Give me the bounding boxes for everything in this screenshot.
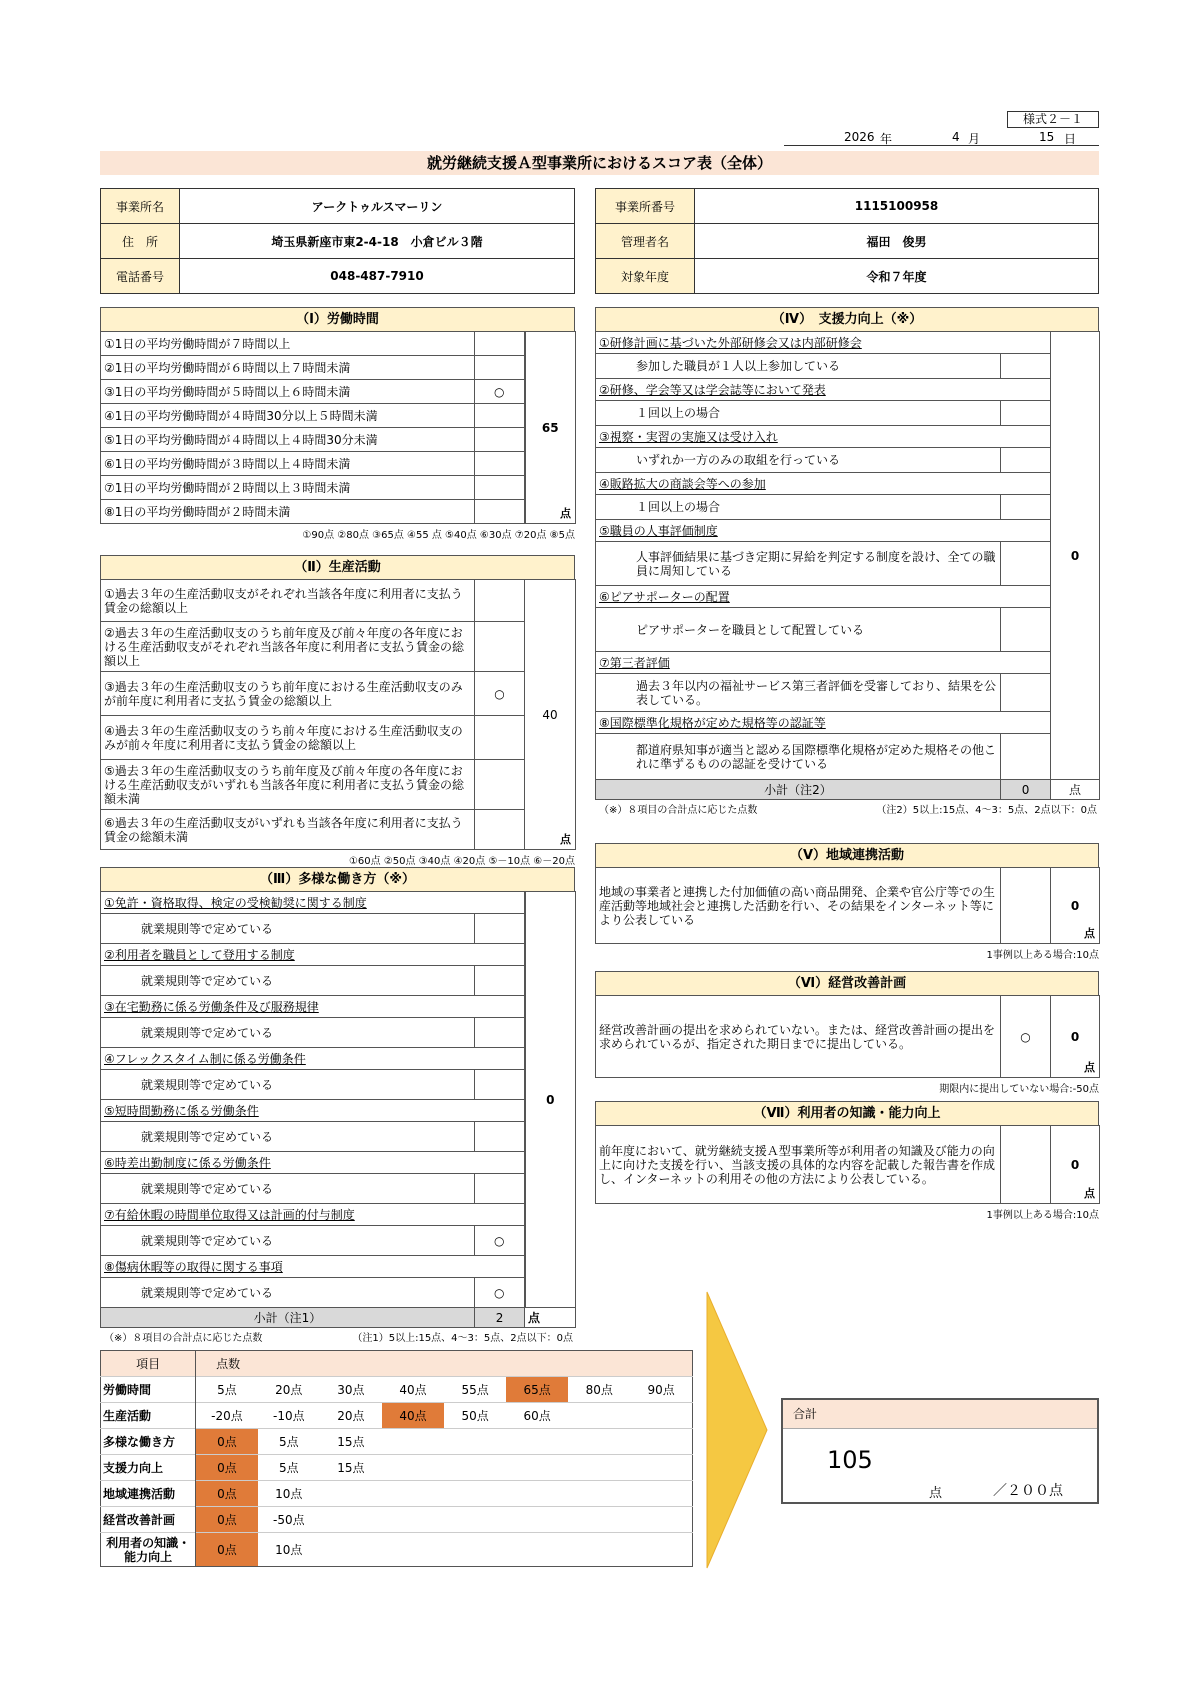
item-4-head: ④フレックスタイム制に係る労働条件 bbox=[104, 1051, 306, 1066]
head-points: 点数 bbox=[216, 1357, 241, 1371]
score-value: 65 bbox=[541, 420, 559, 435]
date-year: 2026 bbox=[844, 130, 875, 144]
points-cell: 10点 bbox=[258, 1533, 320, 1567]
check-cell[interactable] bbox=[475, 1070, 525, 1100]
check-cell[interactable] bbox=[475, 1174, 525, 1204]
points-cell: 0点 bbox=[196, 1507, 258, 1533]
point-unit: 点 bbox=[1084, 1187, 1095, 1200]
subtotal-value: 2 bbox=[475, 1308, 525, 1328]
points-cell bbox=[382, 1507, 444, 1533]
check-cell[interactable]: ○ bbox=[475, 672, 525, 716]
check-cell[interactable] bbox=[475, 622, 525, 672]
check-cell[interactable] bbox=[1001, 401, 1051, 426]
score-value: 0 bbox=[1070, 1157, 1080, 1172]
points-cell: 55点 bbox=[444, 1377, 506, 1403]
points-row bbox=[101, 1533, 693, 1567]
criteria-text: 地域の事業者と連携した付加価値の高い商品開発、企業や官公庁等での生産活動等地域社会と連携した活動を行い、その結果をインターネット等により公表している bbox=[596, 868, 1001, 944]
score-value: 0 bbox=[1070, 898, 1080, 913]
check-cell[interactable] bbox=[475, 760, 525, 810]
item-5-head: ⑤職員の人事評価制度 bbox=[599, 523, 718, 538]
points-row-label: 支援力向上 bbox=[101, 1455, 196, 1481]
item-3-sub: いずれか一方のみの取組を行っている bbox=[596, 448, 1001, 473]
item-1: ①1日の平均労働時間が７時間以上 bbox=[101, 332, 475, 356]
score-note: 1事例以上ある場合:10点 bbox=[986, 1210, 1099, 1221]
points-cell bbox=[568, 1507, 630, 1533]
item-2-head: ②研修、学会等又は学会誌等において発表 bbox=[599, 382, 826, 397]
points-cell bbox=[630, 1533, 692, 1567]
points-row-label: 生産活動 bbox=[101, 1403, 196, 1429]
head-item: 項目 bbox=[101, 1351, 196, 1377]
item-1-sub: 参加した職員が１人以上参加している bbox=[596, 354, 1001, 379]
points-cell: 0点 bbox=[196, 1481, 258, 1507]
note-left: （※）８項目の合計点に応じた点数 bbox=[599, 805, 758, 816]
subtotal-label: 小計（注2） bbox=[596, 780, 1001, 800]
section-working-hours bbox=[100, 307, 575, 541]
facility-address: 埼玉県新座市東2-4-18 小倉ビル３階 bbox=[180, 224, 575, 259]
points-cell bbox=[568, 1533, 630, 1567]
points-cell bbox=[568, 1429, 630, 1455]
check-cell[interactable] bbox=[475, 356, 525, 380]
section-title: （Ⅵ）経営改善計画 bbox=[595, 971, 1099, 995]
score-value: 0 bbox=[1070, 1029, 1080, 1044]
score-cell bbox=[525, 580, 576, 850]
facility-info-right bbox=[595, 188, 1099, 294]
label-address: 住 所 bbox=[101, 224, 180, 259]
total-unit: 点 bbox=[929, 1486, 943, 1501]
points-cell bbox=[382, 1533, 444, 1567]
facility-number: 1115100958 bbox=[695, 189, 1099, 224]
item-4-title bbox=[101, 1048, 525, 1070]
points-cell: 5点 bbox=[196, 1377, 258, 1403]
points-cell: 40点 bbox=[382, 1403, 444, 1429]
points-cell: 15点 bbox=[320, 1455, 382, 1481]
item-3-title bbox=[101, 996, 525, 1018]
points-row-label: 労働時間 bbox=[101, 1377, 196, 1403]
section-title: （Ⅶ）利用者の知識・能力向上 bbox=[595, 1101, 1099, 1125]
item-4-title bbox=[596, 473, 1051, 495]
points-cell: 40点 bbox=[382, 1377, 444, 1403]
score-legend: ①60点 ②50点 ③40点 ④20点 ⑤－10点 ⑥－20点 bbox=[348, 856, 575, 867]
check-cell[interactable] bbox=[475, 966, 525, 996]
item-8-title bbox=[596, 712, 1051, 734]
label-facility-name: 事業所名 bbox=[101, 189, 180, 224]
manager-name: 福田 俊男 bbox=[695, 224, 1099, 259]
section-title: （Ⅰ）労働時間 bbox=[100, 307, 575, 331]
item-1: ①過去３年の生産活動収支がそれぞれ当該各年度に利用者に支払う賃金の総額以上 bbox=[101, 580, 475, 622]
item-5: ⑤1日の平均労働時間が４時間以上４時間30分未満 bbox=[101, 428, 475, 452]
point-unit: 点 bbox=[525, 1308, 576, 1328]
facility-phone: 048-487-7910 bbox=[180, 259, 575, 294]
points-cell: 0点 bbox=[196, 1533, 258, 1567]
points-cell bbox=[630, 1455, 692, 1481]
item-7-head: ⑦有給休暇の時間単位取得又は計画的付与制度 bbox=[104, 1207, 355, 1222]
item-6-head: ⑥ピアサポーターの配置 bbox=[599, 589, 730, 604]
point-unit: 点 bbox=[1084, 927, 1095, 940]
points-table bbox=[100, 1350, 693, 1567]
points-row bbox=[101, 1429, 693, 1455]
points-cell bbox=[506, 1507, 568, 1533]
points-cell bbox=[630, 1507, 692, 1533]
check-cell[interactable] bbox=[475, 914, 525, 944]
points-cell: 10点 bbox=[258, 1481, 320, 1507]
item-1-title bbox=[596, 332, 1051, 354]
item-7-sub: 就業規則等で定めている bbox=[101, 1226, 475, 1256]
points-cell: 5点 bbox=[258, 1429, 320, 1455]
check-cell[interactable] bbox=[1001, 448, 1051, 473]
points-cell bbox=[630, 1429, 692, 1455]
arrow-icon bbox=[705, 1290, 773, 1570]
item-2: ②過去３年の生産活動収支のうち前年度及び前々年度の各年度における生産活動収支がそれぞれ当該各年度に利用者に支払う賃金の総額以上 bbox=[101, 622, 475, 672]
date-day-unit: 日 bbox=[1064, 132, 1077, 146]
check-cell[interactable] bbox=[475, 1018, 525, 1048]
item-5-sub: 就業規則等で定めている bbox=[101, 1122, 475, 1152]
points-cell bbox=[506, 1481, 568, 1507]
check-cell[interactable] bbox=[1001, 734, 1051, 780]
item-7-title bbox=[101, 1204, 525, 1226]
points-cell bbox=[320, 1481, 382, 1507]
points-cell bbox=[568, 1403, 630, 1429]
points-cell bbox=[568, 1481, 630, 1507]
points-cell bbox=[506, 1533, 568, 1567]
check-cell[interactable] bbox=[475, 332, 525, 356]
section-user-skills bbox=[595, 1101, 1099, 1221]
item-6-sub: ピアサポーターを職員として配置している bbox=[596, 608, 1001, 652]
date-line bbox=[784, 128, 1099, 146]
points-cell: -20点 bbox=[196, 1403, 258, 1429]
item-2-sub: 就業規則等で定めている bbox=[101, 966, 475, 996]
score-legend: ①90点 ②80点 ③65点 ④55 点 ⑤40点 ⑥30点 ⑦20点 ⑧5点 bbox=[302, 530, 575, 541]
points-cell bbox=[444, 1455, 506, 1481]
item-6: ⑥1日の平均労働時間が３時間以上４時間未満 bbox=[101, 452, 475, 476]
points-row-label: 利用者の知識・能力向上 bbox=[101, 1533, 196, 1567]
item-6-title bbox=[101, 1152, 525, 1174]
item-3-head: ③在宅勤務に係る労働条件及び服務規律 bbox=[104, 999, 319, 1014]
check-cell[interactable] bbox=[1001, 674, 1051, 712]
item-1-head: ①研修計画に基づいた外部研修会又は内部研修会 bbox=[599, 335, 862, 350]
item-4: ④過去３年の生産活動収支のうち前々年度における生産活動収支のみが前々年度に利用者に支払う賃金の総額以上 bbox=[101, 716, 475, 760]
section-title: （Ⅱ）生産活動 bbox=[100, 555, 575, 579]
points-cell bbox=[630, 1481, 692, 1507]
score-value: 0 bbox=[1051, 332, 1100, 780]
label-manager: 管理者名 bbox=[596, 224, 695, 259]
item-8: ⑧1日の平均労働時間が２時間未満 bbox=[101, 500, 475, 524]
check-cell[interactable] bbox=[475, 500, 525, 524]
form-id: 様式２－１ bbox=[1007, 111, 1099, 128]
points-cell bbox=[444, 1429, 506, 1455]
facility-info-left bbox=[100, 188, 575, 294]
check-cell[interactable] bbox=[475, 1122, 525, 1152]
section-title: （Ⅴ）地域連携活動 bbox=[595, 843, 1099, 867]
point-unit: 点 bbox=[1084, 1061, 1095, 1074]
total-value: 105 bbox=[827, 1446, 873, 1474]
points-cell bbox=[382, 1481, 444, 1507]
item-8-head: ⑧傷病休暇等の取得に関する事項 bbox=[104, 1259, 283, 1274]
item-8-sub: 就業規則等で定めている bbox=[101, 1278, 475, 1308]
points-row bbox=[101, 1455, 693, 1481]
item-2-head: ②利用者を職員として登用する制度 bbox=[104, 947, 295, 962]
date-day: 15 bbox=[1039, 130, 1055, 144]
item-4-head: ④販路拡大の商談会等への参加 bbox=[599, 476, 766, 491]
target-year: 令和７年度 bbox=[695, 259, 1099, 294]
check-cell[interactable]: ○ bbox=[475, 1278, 525, 1308]
item-7-head: ⑦第三者評価 bbox=[599, 655, 670, 670]
score-value: 0 bbox=[525, 892, 576, 1308]
item-4-sub: 就業規則等で定めている bbox=[101, 1070, 475, 1100]
item-5-head: ⑤短時間勤務に係る労働条件 bbox=[104, 1103, 259, 1118]
check-cell[interactable] bbox=[1001, 542, 1051, 586]
total-max: ／２００点 bbox=[993, 1483, 1063, 1499]
item-4: ④1日の平均労働時間が４時間30分以上５時間未満 bbox=[101, 404, 475, 428]
subtotal-label: 小計（注1） bbox=[101, 1308, 475, 1328]
item-2: ②1日の平均労働時間が６時間以上７時間未満 bbox=[101, 356, 475, 380]
item-2-sub: １回以上の場合 bbox=[596, 401, 1001, 426]
points-cell bbox=[444, 1507, 506, 1533]
points-cell: -10点 bbox=[258, 1403, 320, 1429]
points-cell bbox=[320, 1533, 382, 1567]
point-unit: 点 bbox=[560, 833, 571, 846]
item-8-sub: 都道府県知事が適当と認める国際標準化規格が定めた規格その他これに準ずるものの認証を受けている bbox=[596, 734, 1001, 780]
points-cell bbox=[382, 1429, 444, 1455]
criteria-text: 経営改善計画の提出を求められていない。または、経営改善計画の提出を求められているが、指定された期日までに提出している。 bbox=[596, 996, 1001, 1078]
points-cell bbox=[630, 1403, 692, 1429]
points-cell: 20点 bbox=[320, 1403, 382, 1429]
check-cell[interactable] bbox=[475, 580, 525, 622]
score-note: 期限内に提出していない場合:-50点 bbox=[939, 1084, 1099, 1095]
points-cell: 20点 bbox=[258, 1377, 320, 1403]
item-4-sub: １回以上の場合 bbox=[596, 495, 1001, 520]
item-3-head: ③視察・実習の実施又は受け入れ bbox=[599, 429, 778, 444]
facility-name: アークトゥルスマーリン bbox=[180, 189, 575, 224]
item-6: ⑥過去３年の生産活動収支がいずれも当該各年度に利用者に支払う賃金の総額未満 bbox=[101, 810, 475, 850]
score-note: 1事例以上ある場合:10点 bbox=[986, 950, 1099, 961]
item-2-title bbox=[101, 944, 525, 966]
points-cell bbox=[382, 1455, 444, 1481]
check-cell[interactable] bbox=[1001, 354, 1051, 379]
note-right: （注2）5以上:15点、4～3：5点、2点以下：0点 bbox=[876, 805, 1097, 816]
points-cell bbox=[320, 1507, 382, 1533]
label-phone: 電話番号 bbox=[101, 259, 180, 294]
points-cell: 80点 bbox=[568, 1377, 630, 1403]
check-cell[interactable] bbox=[475, 810, 525, 850]
points-cell bbox=[444, 1533, 506, 1567]
item-6-head: ⑥時差出勤制度に係る労働条件 bbox=[104, 1155, 271, 1170]
points-row bbox=[101, 1481, 693, 1507]
score-value: 40 bbox=[542, 707, 558, 722]
score-cell bbox=[525, 332, 576, 524]
subtotal-value: 0 bbox=[1001, 780, 1051, 800]
points-cell: 0点 bbox=[196, 1429, 258, 1455]
subtotal-notes bbox=[100, 1328, 575, 1342]
points-cell: -50点 bbox=[258, 1507, 320, 1533]
item-6-title bbox=[596, 586, 1051, 608]
section-management-plan bbox=[595, 971, 1099, 1095]
check-cell[interactable] bbox=[475, 452, 525, 476]
item-6-sub: 就業規則等で定めている bbox=[101, 1174, 475, 1204]
date-year-unit: 年 bbox=[880, 132, 893, 146]
points-cell: 65点 bbox=[506, 1377, 568, 1403]
item-5: ⑤過去３年の生産活動収支のうち前年度及び前々年度の各年度における生産活動収支がいずれも当該各年度に利用者に支払う賃金の総額未満 bbox=[101, 760, 475, 810]
page-title: 就労継続支援Ａ型事業所におけるスコア表（全体） bbox=[100, 151, 1099, 175]
score-cell bbox=[1051, 1126, 1100, 1204]
item-3: ③過去３年の生産活動収支のうち前年度における生産活動収支のみが前年度に利用者に支払う賃金の総額以上 bbox=[101, 672, 475, 716]
points-cell: 50点 bbox=[444, 1403, 506, 1429]
check-cell[interactable] bbox=[475, 716, 525, 760]
score-cell bbox=[1051, 996, 1100, 1078]
note-left: （※）８項目の合計点に応じた点数 bbox=[104, 1333, 263, 1344]
item-8-head: ⑧国際標準化規格が定めた規格等の認証等 bbox=[599, 715, 826, 730]
item-1-head: ①免許・資格取得、検定の受検勧奨に関する制度 bbox=[104, 895, 367, 910]
section-diverse-work bbox=[100, 867, 575, 1342]
total-label: 合計 bbox=[783, 1400, 1097, 1429]
score-cell bbox=[1051, 868, 1100, 944]
criteria-text: 前年度において、就労継続支援Ａ型事業所等が利用者の知識及び能力の向上に向けた支援を行い、当該支援の具体的な内容を記載した報告書を作成し、インターネットの利用その他の方法により公表している。 bbox=[596, 1126, 1001, 1204]
item-7-title bbox=[596, 652, 1051, 674]
check-cell[interactable] bbox=[1001, 608, 1051, 652]
item-5-title bbox=[101, 1100, 525, 1122]
section-regional-cooperation bbox=[595, 843, 1099, 961]
check-cell[interactable]: ○ bbox=[1001, 996, 1051, 1078]
check-cell[interactable] bbox=[1001, 495, 1051, 520]
section-title: （Ⅲ）多様な働き方（※） bbox=[100, 867, 575, 891]
item-5-sub: 人事評価結果に基づき定期に昇給を判定する制度を設け、全ての職員に周知している bbox=[596, 542, 1001, 586]
total-box bbox=[781, 1398, 1099, 1504]
points-cell: 60点 bbox=[506, 1403, 568, 1429]
points-row bbox=[101, 1507, 693, 1533]
points-cell bbox=[568, 1455, 630, 1481]
points-cell: 5点 bbox=[258, 1455, 320, 1481]
points-row-label: 地域連携活動 bbox=[101, 1481, 196, 1507]
point-unit: 点 bbox=[560, 507, 571, 520]
check-cell[interactable] bbox=[475, 404, 525, 428]
section-title: （Ⅳ） 支援力向上（※） bbox=[595, 307, 1099, 331]
item-5-title bbox=[596, 520, 1051, 542]
item-3-title bbox=[596, 426, 1051, 448]
check-cell[interactable] bbox=[475, 476, 525, 500]
points-cell: 0点 bbox=[196, 1455, 258, 1481]
points-row-label: 経営改善計画 bbox=[101, 1507, 196, 1533]
points-row bbox=[101, 1403, 693, 1429]
item-7: ⑦1日の平均労働時間が２時間以上３時間未満 bbox=[101, 476, 475, 500]
label-facility-number: 事業所番号 bbox=[596, 189, 695, 224]
note-right: （注1）5以上:15点、4～3：5点、2点以下：0点 bbox=[352, 1333, 573, 1344]
item-7-sub: 過去３年以内の福祉サービス第三者評価を受審しており、結果を公表している。 bbox=[596, 674, 1001, 712]
points-cell bbox=[506, 1455, 568, 1481]
section-production bbox=[100, 555, 575, 867]
check-cell[interactable] bbox=[1001, 1126, 1051, 1204]
item-3-sub: 就業規則等で定めている bbox=[101, 1018, 475, 1048]
subtotal-notes bbox=[595, 800, 1099, 814]
points-cell: 90点 bbox=[630, 1377, 692, 1403]
points-cell bbox=[506, 1429, 568, 1455]
section-support-skills bbox=[595, 307, 1099, 814]
points-cell bbox=[444, 1481, 506, 1507]
points-cell: 30点 bbox=[320, 1377, 382, 1403]
check-cell[interactable]: ○ bbox=[475, 380, 525, 404]
check-cell[interactable] bbox=[1001, 868, 1051, 944]
item-2-title bbox=[596, 379, 1051, 401]
points-cell: 15点 bbox=[320, 1429, 382, 1455]
check-cell[interactable] bbox=[475, 428, 525, 452]
points-row-label: 多様な働き方 bbox=[101, 1429, 196, 1455]
item-1-sub: 就業規則等で定めている bbox=[101, 914, 475, 944]
points-row bbox=[101, 1377, 693, 1403]
point-unit: 点 bbox=[1051, 780, 1100, 800]
item-1-title bbox=[101, 892, 525, 914]
item-8-title bbox=[101, 1256, 525, 1278]
date-month-unit: 月 bbox=[968, 132, 981, 146]
check-cell[interactable]: ○ bbox=[475, 1226, 525, 1256]
date-month: 4 bbox=[952, 130, 960, 144]
label-target-year: 対象年度 bbox=[596, 259, 695, 294]
item-3: ③1日の平均労働時間が５時間以上６時間未満 bbox=[101, 380, 475, 404]
